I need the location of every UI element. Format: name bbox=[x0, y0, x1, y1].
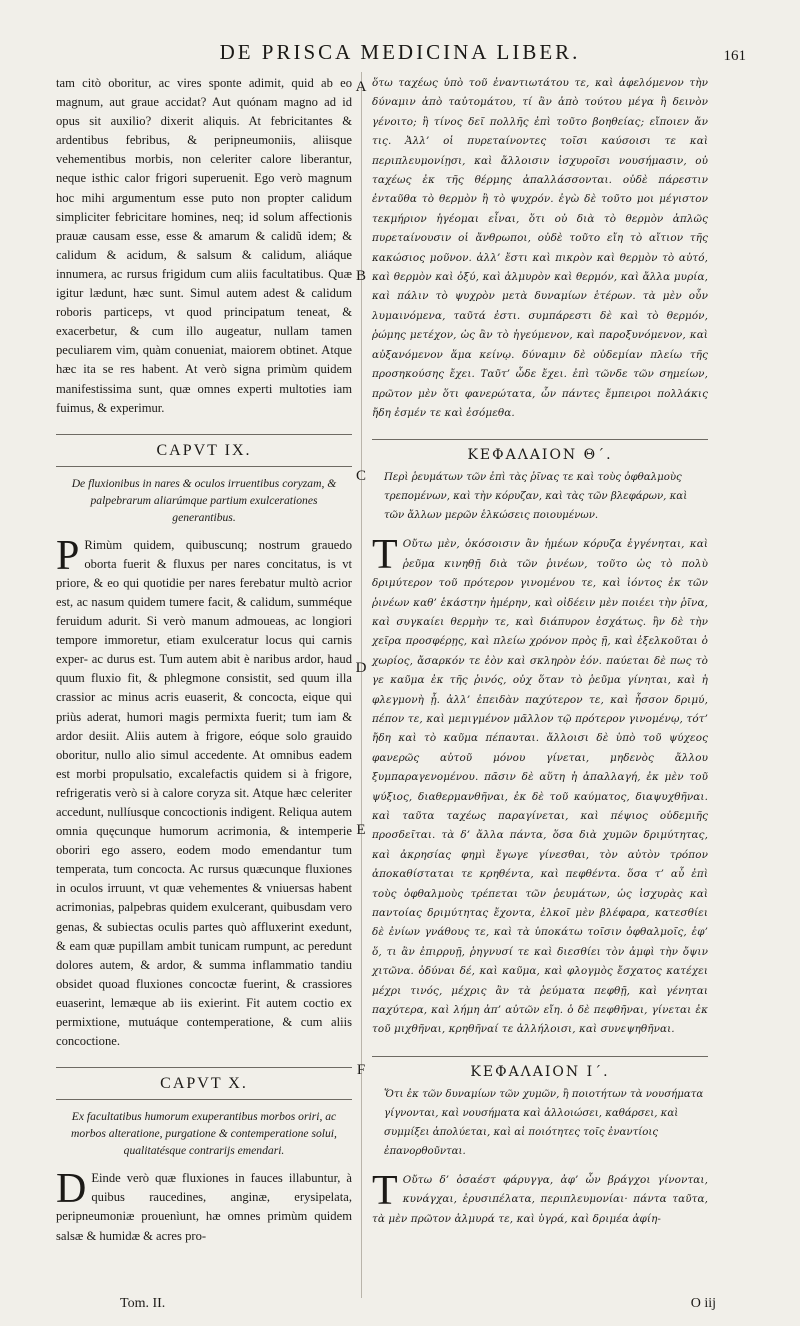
latin-column bbox=[56, 74, 352, 1246]
latin-chapter-9-dropcap: P bbox=[56, 532, 80, 579]
greek-chapter-10-summary: Ὅτι ἐκ τῶν δυναμίων τῶν χυμῶν, ἢ ποιοτήτων τὰ νουσήματα γίγνονται, καὶ νουσήματα καὶ ἀλλοιώσει, καθάρσει, καὶ συμμίξει ἀπολύεται, καὶ αἱ ποιότητες τοῖς ἐναντίοις ἐπανορθοῦνται. bbox=[384, 1088, 704, 1157]
margin-letter-a: A bbox=[355, 79, 367, 95]
greek-chapter-9-dropcap: Τ bbox=[372, 532, 398, 579]
greek-chapter-9-text: Οὔτω μὲν, ὁκόσοισιν ἂν ἡμέων κόρυζα ἐγγένηται, καὶ ῥεῦμα κινηθῇ διὰ τῶν ῥινέων, τοῦτο ὡς τὸ πολὺ δριμύτερον τοῦ πρότερον γινομένου τε, καὶ ἰόντος ἐκ τῶν ῥινέων καθ’ ἑκάστην ἡμέρην, καὶ οἰδέειν μὲν ποιέει τὴν ῥῖνα, καὶ συγκαίει θερμὴν τε, καὶ διάπυρον ἐσχάτως. ἢν δὲ τὴν χεῖρα προσφέρῃς, καὶ πλείω χρόνον πρὸς ῇ, καὶ ἐξελκοῦται ὁ χωρίος, ἄσαρκόν τε ἐὸν καὶ σκληρὸν ἐόν. παύεται δὲ πως τὸ γε καῦμα ἐκ τῆς ῥινός, οὐχ ὅταν τὸ ῥεῦμα γίνηται, καὶ ἡ φλεγμονὴ ᾖ. ἀλλ’ ἐπειδὰν παχύτερον τε, καὶ ἧσσον δριμύ, πέπον τε, καὶ μεμιγμένον μᾶλλον τῷ πρότερον γινομένῳ, τότ’ ἤδη καὶ τὸ καῦμα πέπαυται. ἄλλοισι δὲ ὑπὸ τοῦ ψύχεος φανερῶς αὐτοῦ μόνου γίνεται, μηδενὸς ἄλλου ξυμπαραγενομένου. πᾶσιν δὲ αὕτη ἡ ἀπαλλαγή, ἐκ μὲν τοῦ ψύξιος, διαθερμανθῆναι, ἐκ δὲ τοῦ καύματος, διαψυχθῆναι. καὶ ταῦτα ταχέως παραγίνεται, καὶ πέψιος οὐδεμιῆς προσδεῖται. τὰ δ’ ἄλλα πάντα, ὅσα διὰ χυμῶν δριμύτητας, καὶ ἀκρησίας φημὶ ἔγωγε γίνεσθαι, τὸν αὐτὸν τρόπον ἀποκαθίσταται τε κρηθέντα, καὶ πεφθέντα. ὅσα τ’ αὖ ἐπὶ τοὺς ὀφθαλμοὺς τρέπεται τῶν ῥευμάτων, ὡς ἰσχυρὰς καὶ παντοίας δριμύτητας ἔχοντα, ἑλκοῖ μὲν βλέφαρα, κατεσθίει δὲ ἐνίων γνάθους τε, καὶ τὰ ὑποκάτω τοῖσιν ὀφθαλμοῖς, ἐφ’ ὅ, τι ἂν ἐπιρρυῇ, ῥηγνυσί τε καὶ διεσθίει τὸν ἀμφὶ τὴν ὄψιν χιτῶνα. ὀδύναι δέ, καὶ καῦμα, καὶ φλογμὸς ἔσχατος κατέχει μέχρι τινός, μέχρις ἂν τὰ ῥεύματα πεφθῇ, καὶ γένηται παχύτερα, καὶ λήμη ἀπ’ αὐτῶν εἴη. ὁ δὲ πεφθῆναι, γίνεται ἐκ τοῦ μιχθῆναι, κρηθῆναί τε ἀλλήλοισι, καὶ συνεψηθῆναι. bbox=[372, 538, 708, 1036]
greek-chapter-10-dropcap: Τ bbox=[372, 1167, 398, 1214]
greek-chapter-9-heading: ΚΕΦΑΛΑΙΟΝ Θ΄. bbox=[372, 439, 708, 468]
margin-letter-c: C bbox=[355, 468, 366, 484]
signature-volume: Tom. II. bbox=[120, 1296, 166, 1311]
margin-letter-e: E bbox=[356, 822, 366, 838]
column-divider bbox=[361, 72, 362, 1298]
greek-chapter-10-heading: ΚΕΦΑΛΑΙΟΝ Ι΄. bbox=[372, 1056, 708, 1085]
latin-chapter-9-summary: De fluxionibus in nares & oculos irruentibus coryzam, & palpebrarum aliarúmque partium exulcerationes generantibus. bbox=[71, 476, 337, 524]
latin-chapter-10-dropcap: D bbox=[56, 1166, 87, 1213]
greek-chapter-10-body bbox=[372, 1167, 708, 1229]
latin-chapter-9-text: Rimùm quidem, quibuscunq; nostrum grauedo oborta fuerit & fluxus per nares concitatus, is vt priore, & eo qui quotidie per nares ferebatur multò acrior est, ac nasum quidem tumere facit, & calidum, summéque feruidum adurit. Si verò manum admoueas, ac longiori tempore immoretur, etiam exulceratur locus qui carnis exper- ac durus est. Tum autem abit è naribus ardor, haud quum fluxio fit, & phlegmone consistit, sed quum illa crassior ac minus acris euaserit, & concocta, eique qui priùs aderat, humori magis permixta fuerit; tum iam & ardor desiit. Aliis autem à frigore, eóque solo grauido oboritur, nullo alio simul accedente. At omnibus eadem est morbi propulsatio, excalefactis quidem si à frigore, refrigeratis verò si à calore coryza sit. Atque hæc celeriter accedunt, nullíusque concoctionis indigent. Reliqua autem omnia quęcunque humorum acrimonia, & intemperie oboriri ego assero, eodem modo emendantur tum temperata, tum concocta. Ac rursus quæcunque fluxiones in oculos irruunt, vt quæ vehementes & vniuersas habent acrimonias, palpebras quidem exulcerant, quibusdam vero genas, & subiectas oculis partes quò affluxerint exedunt, & eam quæ pupillam ambit tunicam rumpunt, ac peredunt dolores autem, & ardor, & summa inflammatio tandiu obsidet quoad fluxiones concoctæ fuerint, & crassiores euaserint, lemæque ab iis exierint. Fit autem coctio ex permixtione, mutuáque contemperatione, & cum aliis concoctione. bbox=[56, 537, 352, 1049]
margin-letter-f: F bbox=[356, 1062, 366, 1078]
latin-intro-paragraph: tam citò oboritur, ac vires sponte adimit, quid ab eo magnum, aut graue accidat? Aut quónam magno ad id opus sit auxilio? dixerit aliquis. At febricitantes & ardentibus febribus, & peripneumoniis, aliisque vehementibus morbis, non celeriter calore liberantur, neque isthic calor frigori superuenit. Ego verò magnum hoc mihi argumentum esse puto non propter calidum simpliciter febricitare homines, neq; id solum affectionis prauæ causam esse, esse & amarum & calidũ idem; & calidum & acidum, & salsum & calidum, aliáque innumera, ac rursus frigidum cum aliis facultatibus. Quæ igitur lædunt, hæc sunt. Simul autem adest & calidum roboris particeps, vt quod principatum teneat, & exacerbetur, & cum illo augeatur, nullam tamen peculiarem vim, quàm conueniat, maiorem obtinet. Atque hæc ita se res habent. At verò signa primùm quidem manifestissima sunt, quæ omnes experti multoties iam fuimus, & experimur. bbox=[56, 76, 352, 415]
latin-chapter-10-body bbox=[56, 1166, 352, 1245]
running-head: DE PRISCA MEDICINA LIBER. bbox=[219, 40, 581, 64]
margin-letter-d: D bbox=[355, 660, 367, 676]
latin-chapter-10-heading: CAPVT X. bbox=[56, 1067, 352, 1100]
greek-column bbox=[372, 74, 708, 1229]
greek-chapter-9-body bbox=[372, 532, 708, 1040]
latin-chapter-10-text: Einde verò quæ fluxiones in fauces illabuntur, à quibus raucedines, anginæ, erysipelata, peripneumoniæ prouenìunt, hæ omnes primùm quidem salsæ & humidæ & acres pro- bbox=[56, 1171, 352, 1243]
latin-chapter-9-body bbox=[56, 532, 352, 1052]
greek-intro-paragraph: ὅτω ταχέως ὑπὸ τοῦ ἐναντιωτάτου τε, καὶ ἀφελόμενον τὴν δύναμιν ἀπὸ ταὐτομάτου, τί ἂν ἀπὸ τούτου μέγα ἢ δεινὸν γένοιτο; ἢ τίνος δεῖ πολλῆς ἐπὶ τοῦτο βοηθείας; εἴποιεν ἄν τις. Ἀλλ’ οἱ πυρεταίνοντες τοῖσι καύσοισι τε καὶ περιπλευμονίῃσι, καὶ ἄλλοισιν ἰσχυροῖσι νουσήμασιν, οὐ ταχέως ἐκ τῆς θέρμης ἀπαλλάσσονται. οὐδὲ πάρεστιν ἐνταῦθα τὸ θερμὸν ἢ τὸ ψυχρόν. ἐγὼ δὲ τοῦτο μοι μέγιστον τεκμήριον ἡγέομαι εἶναι, ὅτι οὐ διὰ τὸ θερμὸν ἁπλῶς πυρεταίνουσιν οἱ ἄνθρωποι, οὐδὲ τοῦτο εἴη τὸ αἴτιον τῆς κακώσιος μοῦνον. ἀλλ’ ἔστι καὶ πικρὸν καὶ θερμὸν τὸ αὐτό, καὶ θερμὸν καὶ ὀξύ, καὶ ἁλμυρὸν καὶ θερμόν, καὶ ἄλλα μυρία, καὶ πάλιν τὸ ψυχρὸν μετὰ δυναμίων ἑτέρων. τὰ μὲν οὖν λυμαινόμενα, ταῦτά ἐστι. συμπάρεστι δὲ καὶ τὸ θερμόν, ῥώμης μετέχον, ὡς ἂν τὸ ἡγεύμενον, καὶ παροξυνόμενον, καὶ αὐξανόμενον ἅμα κείνῳ. δύναμιν δὲ οὐδεμίαν πλείω τῆς προσηκούσης ἔχει. Ταῦτ’ ὧδε ἔχει. ἐπὶ τῶνδε τῶν σημείων, πρῶτον μὲν ὅτι φανερώτατα, ὧν πάντες ἔμπειροι πολλάκις ἤδη ἐσμέν τε καὶ ἐσόμεθα. bbox=[372, 77, 708, 419]
latin-chapter-10-summary: Ex facultatibus humorum exuperantibus morbos oriri, ac morbos alteratione, purgatione & contemperatione solui, qualitatésque contrarijs emendari. bbox=[71, 1110, 337, 1158]
signature-gathering: O iij bbox=[690, 1296, 716, 1311]
page-number: 161 bbox=[723, 48, 746, 64]
greek-chapter-10-text: Οὔτω δ’ ὁσαέστ φάρυγγα, ἀφ’ ὧν βράγχοι γίνονται, κυνάγχαι, ἐρυσιπέλατα, περιπλευμονίαι· πάντα ταῦτα, τὰ μὲν πρῶτον ἁλμυρά τε, καὶ ὑγρά, καὶ δριμέα ἀφίη- bbox=[372, 1173, 708, 1225]
latin-chapter-9-heading: CAPVT IX. bbox=[56, 434, 352, 467]
margin-letter-b: B bbox=[355, 268, 366, 284]
greek-chapter-9-summary: Περὶ ῥευμάτων τῶν ἐπὶ τὰς ῥῖνας τε καὶ τοὺς ὀφθαλμοὺς τρεπομένων, καὶ τὴν κόρυζαν, καὶ τὰς τῶν βλεφάρων, καὶ τῶν ἄλλων μερῶν ἑλκώσεις ποιουμένων. bbox=[384, 472, 688, 522]
